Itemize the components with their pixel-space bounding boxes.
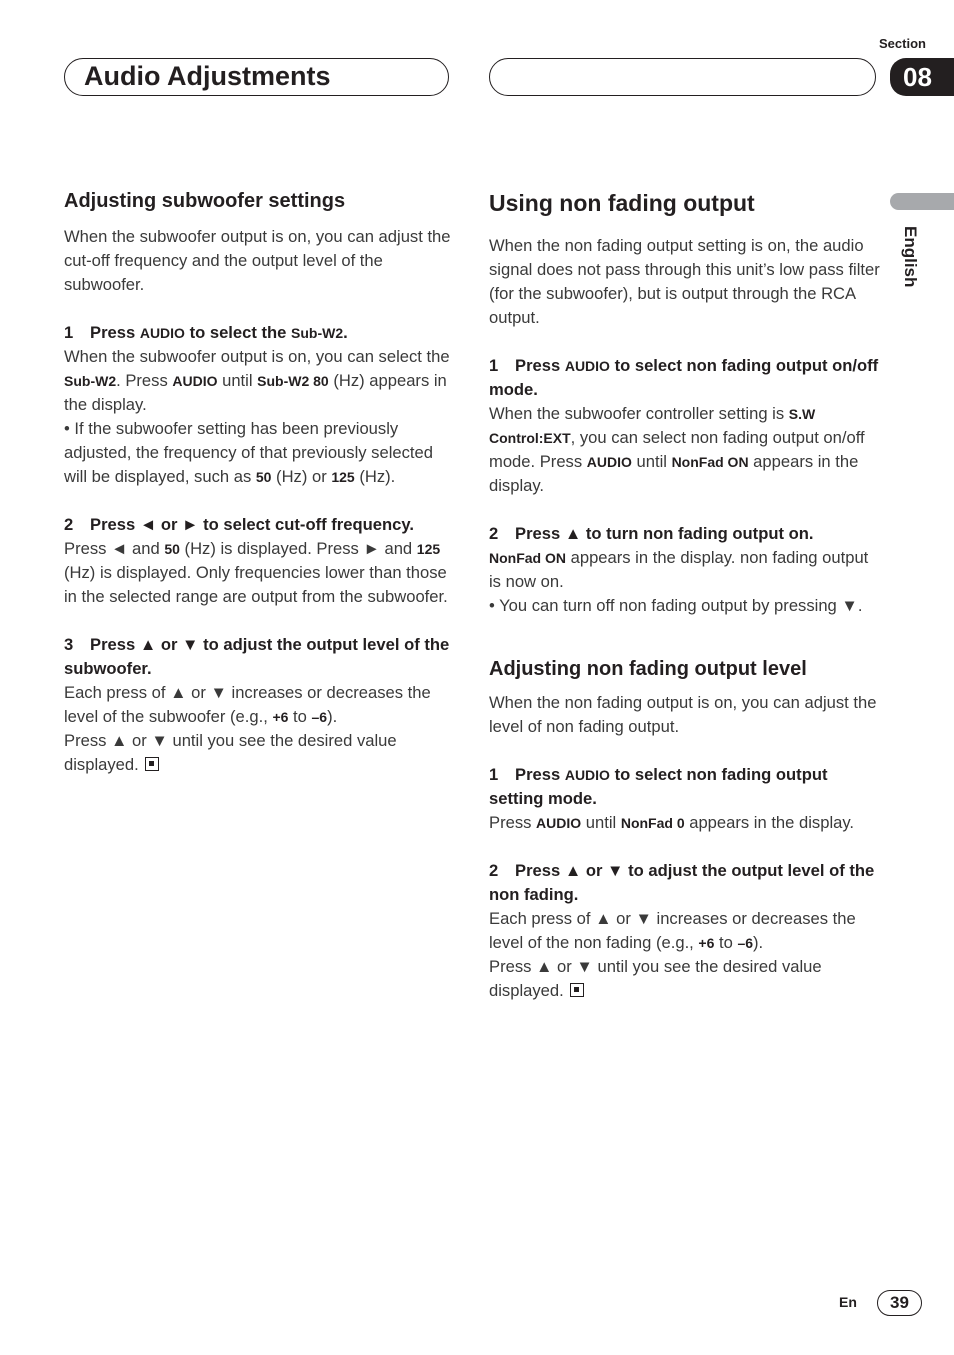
nf-level-step-1-title: 1 Press AUDIO to select non fading output setting mode. — [489, 765, 828, 808]
left-column — [64, 188, 454, 777]
step-2-body: Press ◄ and 50 (Hz) is displayed. Press ► and 125 (Hz) is displayed. Only frequencies lower than those in the selected range are output from the subwoofer. — [64, 539, 448, 606]
header-empty-frame — [489, 58, 876, 96]
subwoofer-heading: Adjusting subwoofer settings — [64, 190, 346, 212]
nf-step-2-title: 2 Press ▲ to turn non fading output on. — [489, 524, 814, 543]
nf-level-step-2-body: Each press of ▲ or ▼ increases or decreases the level of the non fading (e.g., +6 to –6). Press ▲ or ▼ until you see the desired value displayed. — [489, 909, 856, 1000]
nf-level-heading: Adjusting non fading output level — [489, 658, 807, 680]
page-number: 39 — [877, 1290, 922, 1316]
language-tab-marker — [890, 193, 954, 210]
step-3-title: 3 Press ▲ or ▼ to adjust the output level of the subwoofer. — [64, 635, 450, 678]
non-fading-intro: When the non fading output setting is on, the audio signal does not pass through this unit’s low pass filter (for the subwoofer), but is output through the RCA output. — [489, 236, 880, 327]
page-title: Audio Adjustments — [84, 61, 331, 91]
nf-level-step-2-title: 2 Press ▲ or ▼ to adjust the output level of the non fading. — [489, 861, 875, 904]
footer-language: En — [839, 1294, 857, 1310]
nf-level-intro: When the non fading output is on, you can adjust the level of non fading output. — [489, 693, 877, 736]
step-2-title: 2 Press ◄ or ► to select cut-off frequency. — [64, 515, 414, 534]
right-column — [489, 188, 881, 1003]
step-1-body: When the subwoofer output is on, you can select the Sub-W2. Press AUDIO until Sub-W2 80 (Hz) appears in the display. — [64, 347, 450, 414]
section-number-tab: 08 — [890, 58, 954, 96]
nf-step-1-body: When the subwoofer controller setting is S.W Control:EXT, you can select non fading output on/off mode. Press AUDIO until NonFad ON appears in the display. — [489, 404, 865, 495]
nf-step-2-note: • You can turn off non fading output by pressing ▼. — [489, 596, 863, 615]
non-fading-heading: Using non fading output — [489, 190, 755, 216]
section-label: Section — [879, 36, 926, 51]
end-mark-icon — [145, 757, 159, 771]
language-label: English — [901, 226, 920, 288]
step-1-title: 1 Press AUDIO to select the Sub-W2. — [64, 323, 348, 342]
nf-step-2-body: NonFad ON appears in the display. non fading output is now on. — [489, 548, 869, 591]
subwoofer-intro: When the subwoofer output is on, you can adjust the cut-off frequency and the output level of the subwoofer. — [64, 227, 451, 294]
step-3-body: Each press of ▲ or ▼ increases or decreases the level of the subwoofer (e.g., +6 to –6). Press ▲ or ▼ until you see the desired value displayed. — [64, 683, 431, 774]
end-mark-icon — [570, 983, 584, 997]
step-1-note: • If the subwoofer setting has been previously adjusted, the frequency of that previously selected will be displayed, such as 50 (Hz) or 125 (Hz). — [64, 419, 433, 486]
nf-step-1-title: 1 Press AUDIO to select non fading output on/off mode. — [489, 356, 879, 399]
nf-level-step-1-body: Press AUDIO until NonFad 0 appears in the display. — [489, 813, 855, 832]
